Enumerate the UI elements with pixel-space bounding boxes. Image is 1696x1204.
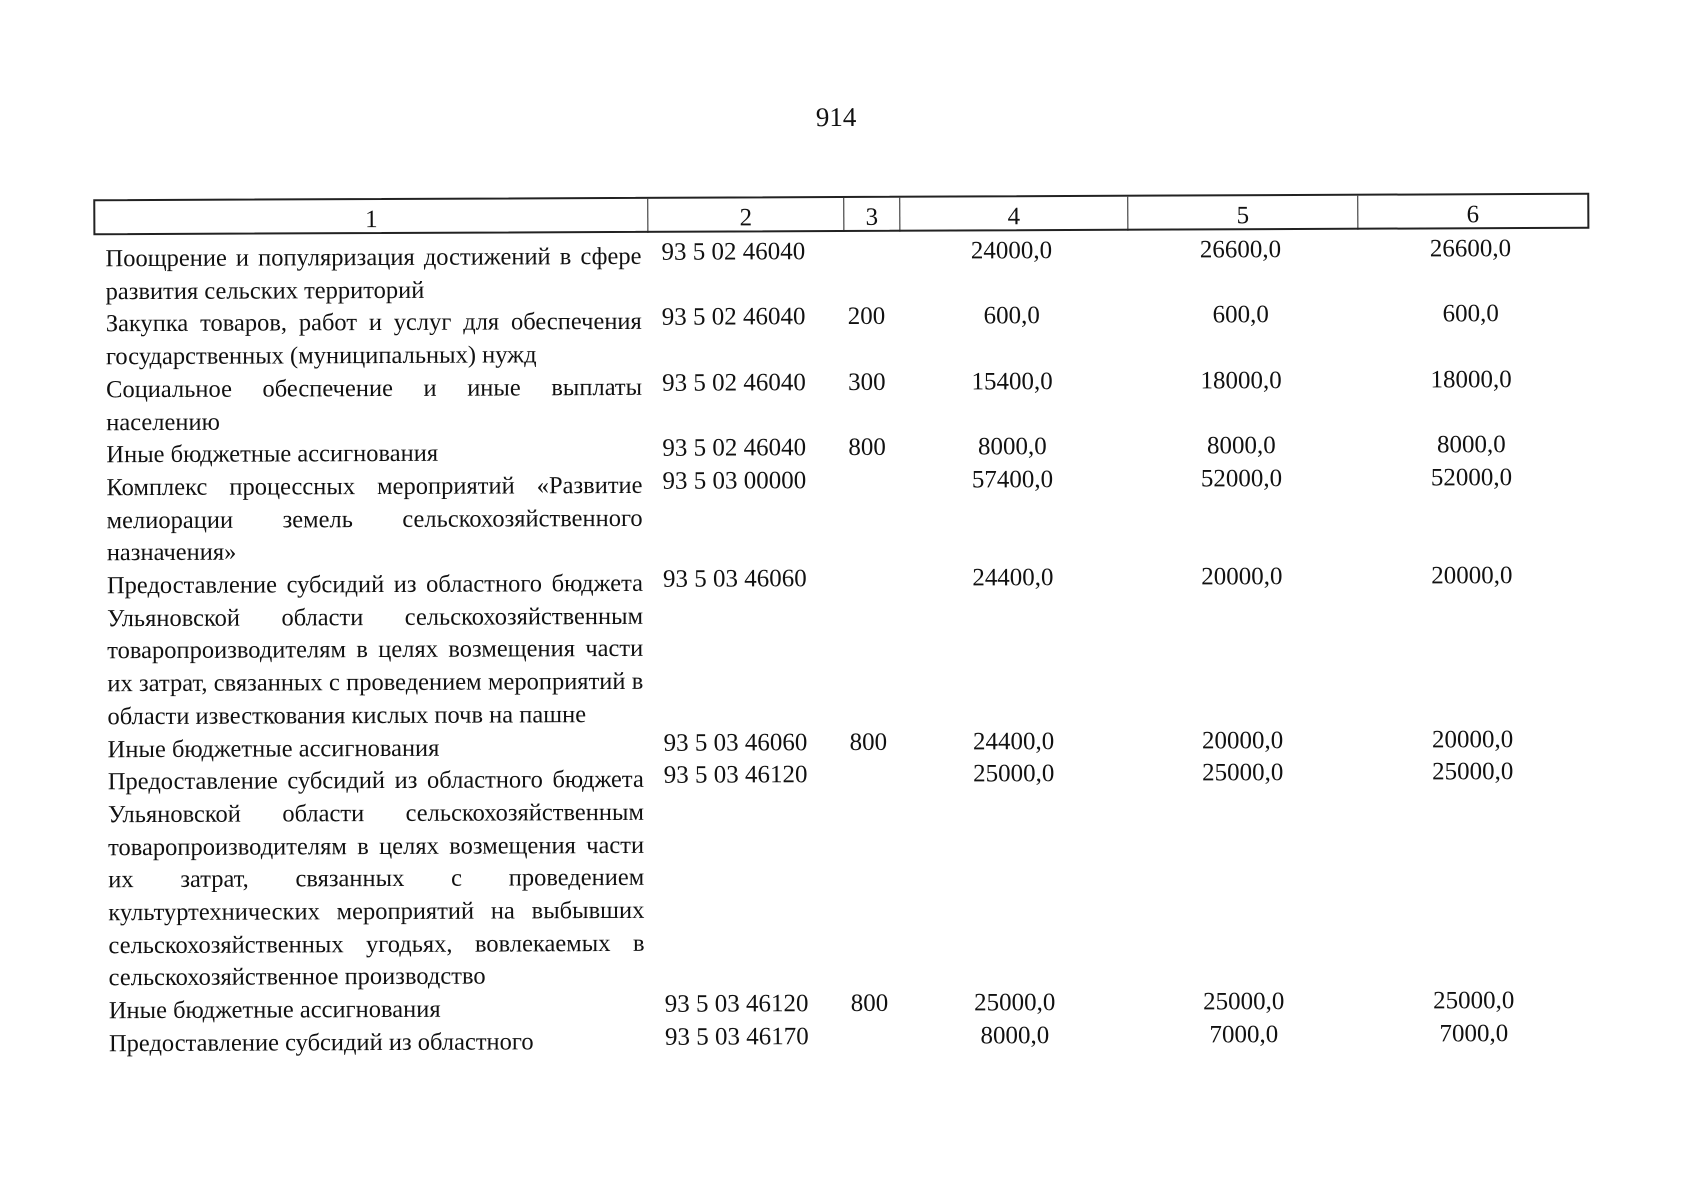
row-value-5: 8000,0 xyxy=(1126,430,1356,464)
row-name: Предоставление субсидий из областного бюджета Ульяновской области сельскохозяйственным товаропроизводителям в целях возмещения части их затрат, связанных с проведением культуртехнических мероприятий на выбывших сельскохозяйственных угодьях, вовлекаемых в сельскохозяйственное производство xyxy=(96,764,649,995)
row-value-6: 8000,0 xyxy=(1356,429,1586,463)
row-value-5: 20000,0 xyxy=(1128,724,1358,758)
row-value-4: 24400,0 xyxy=(900,725,1128,759)
row-value-5: 18000,0 xyxy=(1126,365,1356,399)
row-value-6: 25000,0 xyxy=(1359,985,1589,1019)
row-value-5: 600,0 xyxy=(1126,299,1356,333)
row-value-4: 600,0 xyxy=(898,300,1126,334)
row-name: Комплекс процессных мероприятий «Развитие мелиорации земель сельскохозяйственного назначения» xyxy=(94,470,646,571)
row-value-6: 18000,0 xyxy=(1356,364,1586,398)
row-value-4: 25000,0 xyxy=(900,758,1128,792)
row-value-6: 25000,0 xyxy=(1358,756,1588,790)
table-body xyxy=(93,237,1589,1061)
row-name: Иные бюджетные ассигнования xyxy=(94,437,646,472)
row-code: 93 5 02 46040 xyxy=(645,236,841,270)
header-col-3: 3 xyxy=(843,198,899,232)
row-value-5: 7000,0 xyxy=(1129,1019,1359,1053)
table-header xyxy=(93,193,1589,236)
row-value-6: 20000,0 xyxy=(1357,560,1587,594)
row-value-5: 25000,0 xyxy=(1128,757,1358,791)
table-row xyxy=(94,368,1586,440)
row-name: Иные бюджетные ассигнования xyxy=(96,731,648,766)
row-value-4: 8000,0 xyxy=(898,431,1126,465)
row-type: 300 xyxy=(842,367,898,400)
row-code: 93 5 02 46040 xyxy=(646,432,842,466)
table-row xyxy=(93,237,1585,309)
page-number: 914 xyxy=(816,102,857,133)
row-value-6: 20000,0 xyxy=(1358,723,1588,757)
header-col-6: 6 xyxy=(1357,195,1587,230)
row-value-4: 25000,0 xyxy=(901,987,1129,1021)
row-code: 93 5 03 46060 xyxy=(647,563,843,597)
row-value-6: 26600,0 xyxy=(1355,233,1585,267)
table-row xyxy=(95,564,1588,734)
header-col-1: 1 xyxy=(95,199,647,235)
row-value-6: 7000,0 xyxy=(1359,1018,1589,1052)
row-code: 93 5 03 46120 xyxy=(649,988,845,1022)
row-name: Иные бюджетные ассигнования xyxy=(97,993,649,1028)
table-row xyxy=(94,466,1586,571)
row-value-5: 20000,0 xyxy=(1127,561,1357,595)
row-value-5: 25000,0 xyxy=(1129,986,1359,1020)
row-value-4: 15400,0 xyxy=(898,366,1126,400)
row-type: 800 xyxy=(845,988,901,1021)
row-code: 93 5 03 46060 xyxy=(648,727,844,761)
row-type: 800 xyxy=(842,432,898,465)
row-code: 93 5 02 46040 xyxy=(646,301,842,335)
row-code: 93 5 03 46170 xyxy=(649,1021,845,1055)
header-col-5: 5 xyxy=(1127,196,1357,231)
row-value-6: 600,0 xyxy=(1356,298,1586,332)
row-value-4: 8000,0 xyxy=(901,1020,1129,1054)
row-name: Социальное обеспечение и иные выплаты населению xyxy=(94,372,646,440)
row-value-5: 52000,0 xyxy=(1126,463,1356,497)
table-row xyxy=(94,302,1586,374)
row-value-4: 57400,0 xyxy=(898,464,1126,498)
row-value-4: 24400,0 xyxy=(899,562,1127,596)
row-code: 93 5 03 46120 xyxy=(648,759,844,793)
row-value-4: 24000,0 xyxy=(897,235,1125,269)
row-name: Поощрение и популяризация достижений в сфере развития сельских территорий xyxy=(93,241,645,309)
row-code: 93 5 02 46040 xyxy=(646,367,842,401)
row-name: Предоставление субсидий из областного xyxy=(97,1026,649,1061)
header-col-4: 4 xyxy=(899,197,1127,232)
table-row xyxy=(96,760,1589,995)
row-name: Закупка товаров, работ и услуг для обеспечения государственных (муниципальных) нужд xyxy=(94,306,646,374)
row-type: 800 xyxy=(844,726,900,759)
row-value-6: 52000,0 xyxy=(1356,462,1586,496)
row-type: 200 xyxy=(842,301,898,334)
row-code: 93 5 03 00000 xyxy=(646,465,842,499)
row-value-5: 26600,0 xyxy=(1125,234,1355,268)
row-name: Предоставление субсидий из областного бюджета Ульяновской области сельскохозяйственным товаропроизводителям в целях возмещения части их затрат, связанных с проведением мероприятий в области известкования кислых почв на пашне xyxy=(95,568,648,734)
table-row xyxy=(97,1022,1589,1061)
header-col-2: 2 xyxy=(647,198,843,233)
